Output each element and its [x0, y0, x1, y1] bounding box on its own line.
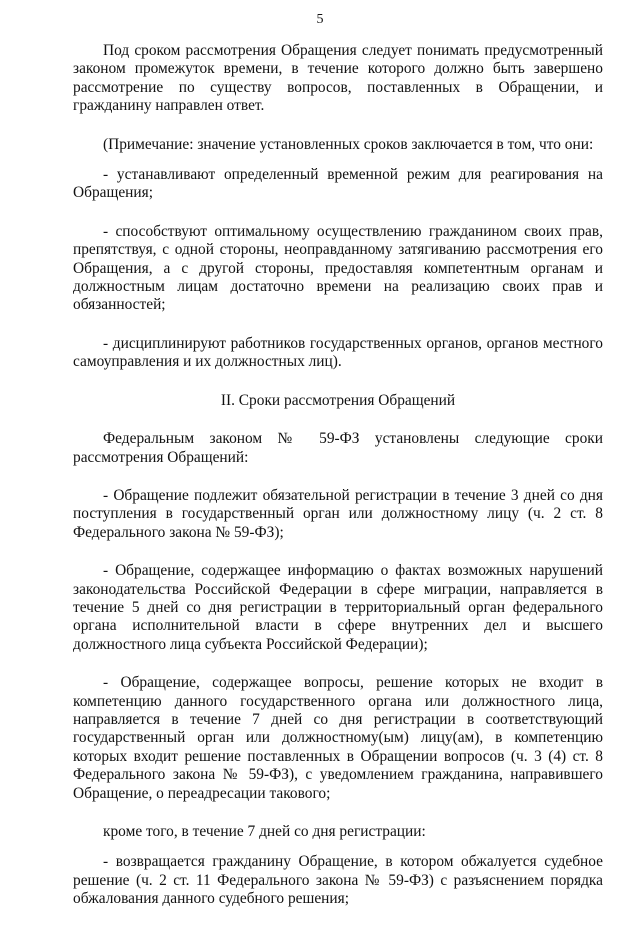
- paragraph-note-item-3: - дисциплинируют работников государственных органов, органов местного самоуправления и их должностных лиц).: [73, 334, 603, 371]
- page-number: 5: [316, 12, 324, 27]
- paragraph-note-item-2: - способствуют оптимальному осуществлению гражданином своих прав, препятствуя, с одной стороны, неоправданному затягиванию рассмотрения его Обращения, а с другой стороны, предоставляя компетентным органам и должностным лицам достаточно времени на реализацию своих прав и обязанностей;: [73, 222, 603, 314]
- section-heading: II. Сроки рассмотрения Обращений: [220, 391, 456, 409]
- paragraph-term-redirect: - Обращение, содержащее вопросы, решение которых не входит в компетенцию данного государственного органа или должностного лица, направляется в течение 7 дней со дня регистрации в соответствующий государственный орган или должностному(ым) лицу(ам), в компетенцию которых входит решение поставленных в Обращении вопросов (ч. 3 (4) ст. 8 Федерального закона № 59-ФЗ), с уведомлением гражданина, направившего Обращение, о переадресации такового;: [73, 674, 603, 802]
- paragraph-term-return: - возвращается гражданину Обращение, в котором обжалуется судебное решение (ч. 2 ст. 11 Федерального закона № 59-ФЗ) с разъяснением порядка обжалования данного судебного решения;: [73, 853, 603, 908]
- paragraph-law-intro: Федеральным законом № 59-ФЗ установлены следующие сроки рассмотрения Обращений:: [73, 430, 603, 466]
- paragraph-note-intro: (Примечание: значение установленных сроков заключается в том, что они:: [103, 135, 594, 153]
- paragraph-definition: Под сроком рассмотрения Обращения следует понимать предусмотренный законом промежуток времени, в течение которого должно быть завершено рассмотрение по существу вопросов, поставленных в Обращении, и гражданину направлен ответ.: [73, 42, 603, 115]
- document-body: [73, 42, 603, 929]
- paragraph-additionally: кроме того, в течение 7 дней со дня регистрации:: [103, 823, 426, 840]
- paragraph-term-migration: - Обращение, содержащее информацию о фактах возможных нарушений законодательства Российской Федерации в сфере миграции, направляется в течение 5 дней со дня регистрации в территориальный орган федерального органа исполнительной власти в сфере внутренних дел и высшего должностного лица субъекта Российской Федерации);: [73, 562, 603, 653]
- paragraph-note-item-1: - устанавливают определенный временной режим для реагирования на Обращения;: [73, 166, 603, 202]
- paragraph-term-registration: - Обращение подлежит обязательной регистрации в течение 3 дней со дня поступления в государственный орган или должностному лицу (ч. 2 ст. 8 Федерального закона № 59-ФЗ);: [73, 486, 603, 541]
